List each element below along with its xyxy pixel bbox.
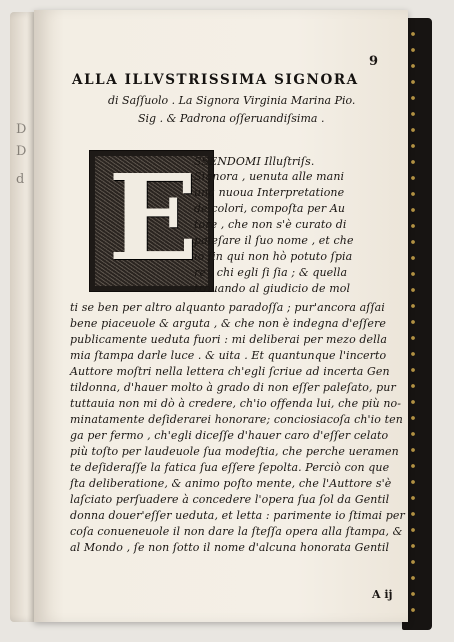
text-line: tildonna, d'hauer molto à grado di non eſſer paleſato, pur <box>70 381 396 394</box>
signature-mark: A ij <box>372 588 393 601</box>
dedication-heading: ALLA ILLVSTRISSIMA SIGNORA <box>72 72 359 88</box>
text-line: tore , che non s'è curato di <box>194 218 347 231</box>
left-page-fragment: D <box>16 144 27 159</box>
text-line: paleſare il ſuo nome , et che <box>194 234 354 247</box>
text-line: de colori, compoſta per Au <box>194 202 346 215</box>
text-line: donna douer'eſſer ueduta, et letta : parimente io ſtimai per <box>70 509 405 522</box>
text-line: SSENDOMI Illuſtriſs. <box>194 155 315 168</box>
dedication-subline: di Saſſuolo . La Signora Virginia Marina Pio. <box>108 94 356 107</box>
text-line: minatamente deſiderarei honorare; conciosiacoſa ch'io ten <box>70 413 403 426</box>
left-page-fragment: D <box>16 122 27 137</box>
text-line: io ſin qui non hò potuto ſpia <box>194 250 353 263</box>
text-line: coſa conueneuole il non dare la ſteſſa opera alla ſtampa, & <box>70 525 403 538</box>
book <box>10 10 440 635</box>
printed-page <box>34 10 408 622</box>
dedication-subline: Sig . & Padrona oſſeruandiſsima . <box>138 112 325 125</box>
text-line: una nuoua Interpretatione <box>194 186 345 199</box>
left-page-fragment: d <box>16 172 25 187</box>
text-line: più toſto per laudeuole ſua modeſtia, che perche ueramen <box>70 445 399 458</box>
text-line: bene piaceuole & arguta , & che non è indegna d'eſſere <box>70 317 386 330</box>
text-line: al Mondo , ſe non ſotto il nome d'alcuna honorata Gentil <box>70 541 390 554</box>
initial-letter: E <box>108 148 198 287</box>
text-line: ſta deliberatione, & animo poſto mente, che l'Auttore s'è <box>70 477 392 490</box>
text-line: ti se ben per altro alquanto paradoſſa ; pur'ancora aſſai <box>70 301 385 314</box>
text-line: laſciato perſuadere à concedere l'opera ſua ſol da Gentil <box>70 493 390 506</box>
gilt-edge-decoration <box>408 26 418 622</box>
page-folio: 9 <box>369 54 379 69</box>
text-line: mia ſtampa darle luce . & uita . Et quantunque l'incerto <box>70 349 387 362</box>
text-line: trouando al giudicio de mol <box>194 282 351 295</box>
text-line: te deſideraſſe la fatica ſua eſſere ſepolta. Perciò con que <box>70 461 390 474</box>
text-line: ga per fermo , ch'egli diceſſe d'hauer caro d'eſſer celato <box>70 429 389 442</box>
text-line: publicamente ueduta fuori : mi deliberai per mezo della <box>70 333 388 346</box>
text-line: re , chi egli ſi ſia ; & quella <box>194 266 348 279</box>
text-line: Auttore moſtri nella lettera ch'egli ſcriue ad incerta Gen <box>70 365 390 378</box>
text-line: tuttauia non mi dò à credere, ch'io offenda lui, che più no- <box>70 397 402 410</box>
text-line: Signora , uenuta alle mani <box>194 170 345 183</box>
